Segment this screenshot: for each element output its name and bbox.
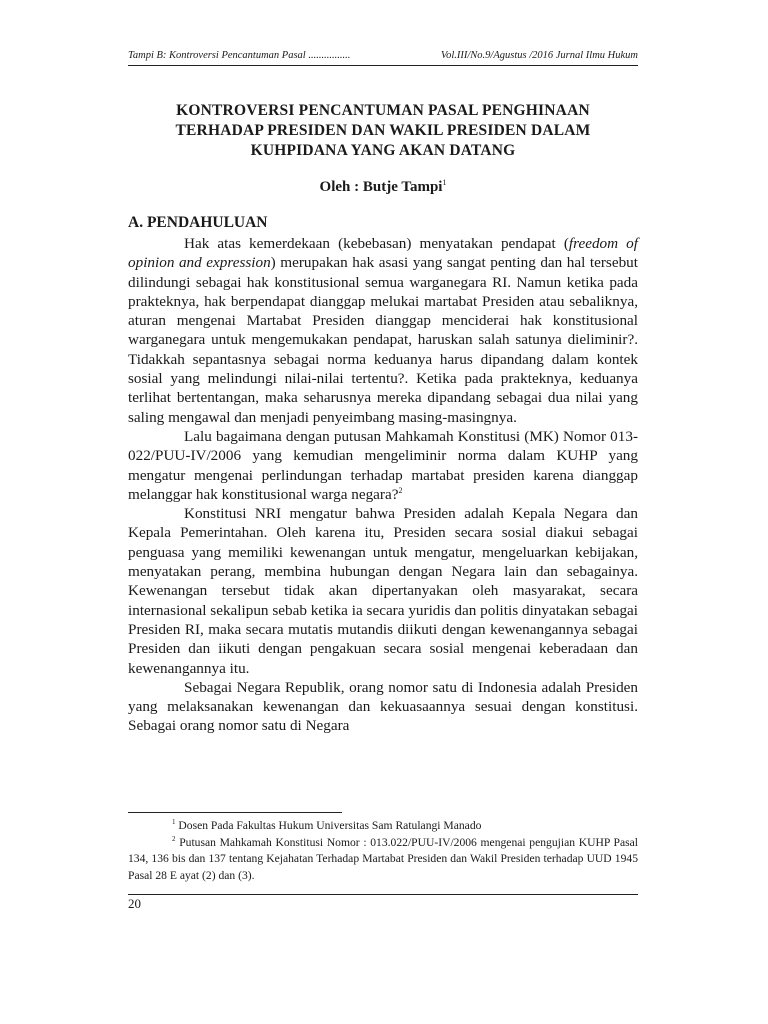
paragraph-3: Konstitusi NRI mengatur bahwa Presiden adalah Kepala Negara dan Kepala Pemerintahan. Oleh karena itu, Presiden secara sosial diakui sebagai penguasa yang memiliki kewenangan untuk mengatur, mengeluarkan kebijakan, menyatakan perang, membina hubungan dengan Negara lain dan sebagainya. Kewenangan tersebut tidak akan dipertanyakan oleh masyarakat, secara internasional sekalipun sebab ketika ia secara yuridis dan politis dinyatakan sebagai Presiden RI, maka secara mutatis mutandis diikuti dengan kewenangannya sebagai Presiden dan iikuti dengan pengakuan secara sosial mengenai keberadaan dan kewenangannya itu. <box>128 505 638 677</box>
footnote-ref-2: 2 <box>398 485 403 495</box>
footnote-2-mark: 2 <box>172 834 176 843</box>
paragraph-2 <box>128 427 638 504</box>
title-line-2: TERHADAP PRESIDEN DAN WAKIL PRESIDEN DALAM <box>175 122 591 139</box>
running-header-right: Vol.III/No.9/Agustus /2016 Jurnal Ilmu Hukum <box>440 50 638 61</box>
footnote-1 <box>128 818 638 835</box>
footnote-1-mark: 1 <box>172 818 176 827</box>
running-header <box>128 50 638 61</box>
page-number: 20 <box>128 896 141 911</box>
paragraph-1 <box>128 234 638 427</box>
section-heading: A. PENDAHULUAN <box>128 214 268 231</box>
footnote-1-text: Dosen Pada Fakultas Hukum Universitas Sam Ratulangi Manado <box>178 819 482 832</box>
paragraph-1-italic: freedom of opinion and expression <box>128 235 638 272</box>
author-footnote-mark: 1 <box>442 178 447 187</box>
footer-divider <box>128 894 638 895</box>
title-line-3: KUHPIDANA YANG AKAN DATANG <box>250 142 516 159</box>
article-title <box>128 101 638 161</box>
author-line <box>128 178 638 196</box>
paragraph-1-part-b: ) merupakan hak asasi yang sangat penting dan hal tersebut dilindungi sebagai hak konstitusional semua warganegara RI. Namun ketika pada prakteknya, hak berpendapat dianggap melukai martabat Presiden atau sebaliknya, aturan mengenai Martabat Presiden dianggap menciderai hak konstitusional warganegara untuk mengemukakan pendapat, haruskan salah satunya dieliminir?. Tidakkah sepantasnya sebagai norma keduanya harus dipandang dalam kontek sosial yang melindungi nilai-nilai tertentu?. Ketika pada prakteknya, keduanya terlihat bertentangan, maka seharusnya mereka dipandang sebagai dua nilai yang saling mengawal dan menjadi penyeimbang masing-masingnya. <box>128 254 638 426</box>
author-name: Oleh : Butje Tampi <box>319 179 443 195</box>
footnotes <box>128 818 638 884</box>
footnote-2 <box>128 835 638 885</box>
running-header-left: Tampi B: Kontroversi Pencantuman Pasal ................ <box>128 50 351 61</box>
title-line-1: KONTROVERSI PENCANTUMAN PASAL PENGHINAAN <box>176 102 590 119</box>
header-divider <box>128 65 638 66</box>
paragraph-2-text: Lalu bagaimana dengan putusan Mahkamah Konstitusi (MK) Nomor 013-022/PUU-IV/2006 yang kemudian mengeliminir norma dalam KUHP yang mengatur mengenai perlindungan terhadap martabat presiden karena dianggap melanggar hak konstitusional warga negara? <box>128 427 638 503</box>
body-text <box>128 234 638 736</box>
footnote-divider <box>128 812 342 813</box>
paragraph-4: Sebagai Negara Republik, orang nomor satu di Indonesia adalah Presiden yang melaksanakan kewenangan dan kekuasaannya sesuai dengan konstitusi. Sebagai orang nomor satu di Negara <box>128 678 638 735</box>
paragraph-1-part-a: Hak atas kemerdekaan (kebebasan) menyatakan pendapat ( <box>184 235 569 252</box>
footnote-2-text: Putusan Mahkamah Konstitusi Nomor : 013.022/PUU-IV/2006 mengenai pengujian KUHP Pasal 134, 136 bis dan 137 tentang Kejahatan Terhadap Martabat Presiden dan Wakil Presiden terhadap UUD 1945 Pasal 28 E ayat (2) dan (3). <box>128 835 639 882</box>
